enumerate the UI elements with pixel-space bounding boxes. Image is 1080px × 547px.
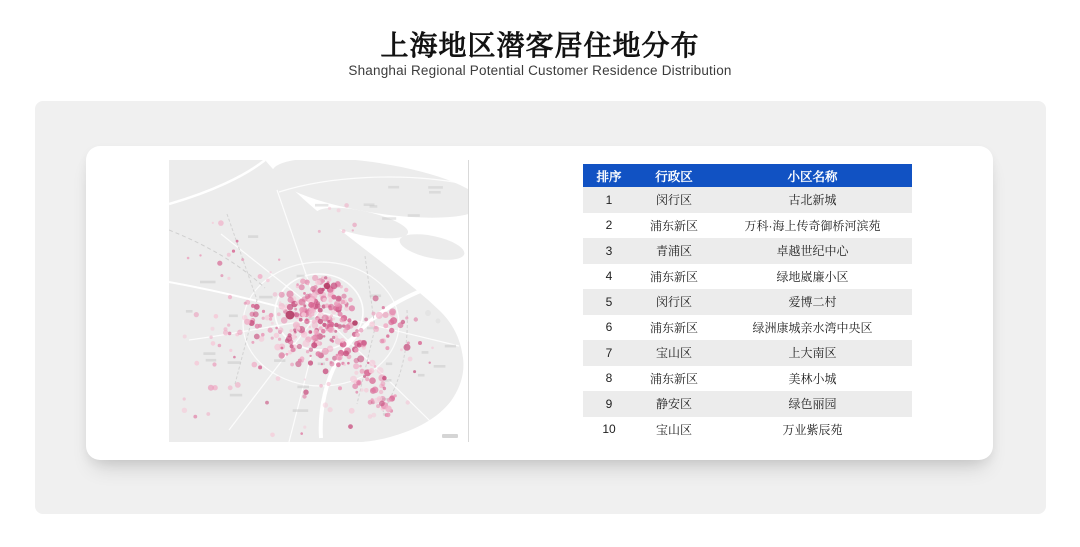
rank-cell: 7 <box>605 345 613 360</box>
community-cell: 上大南区 <box>788 346 837 361</box>
rank-cell: 5 <box>605 294 613 309</box>
col-header-community: 小区名称 <box>787 169 838 184</box>
table-row <box>583 340 912 366</box>
district-cell: 浦东新区 <box>649 269 698 284</box>
rank-cell: 9 <box>605 396 613 411</box>
community-cell: 万业紫辰苑 <box>782 422 843 437</box>
community-cell: 古北新城 <box>788 193 837 208</box>
district-cell: 浦东新区 <box>649 371 698 386</box>
map-svg <box>169 160 468 442</box>
community-cell: 绿色丽园 <box>788 397 837 412</box>
district-cell: 宝山区 <box>655 346 692 361</box>
col-header-rank: 排序 <box>596 169 622 184</box>
community-cell: 绿地崴廉小区 <box>776 269 849 284</box>
rank-cell: 2 <box>605 218 613 233</box>
district-cell: 青浦区 <box>655 244 692 259</box>
map-islet <box>436 319 441 324</box>
table-row <box>583 315 912 341</box>
content-card <box>86 146 993 460</box>
ranking-table <box>583 164 912 442</box>
district-cell: 闵行区 <box>655 295 692 310</box>
table-row <box>583 391 912 417</box>
community-cell: 万科·海上传奇御桥河滨苑 <box>744 218 881 233</box>
page-subtitle: Shanghai Regional Potential Customer Residence Distribution <box>348 63 732 78</box>
table-row <box>583 366 912 392</box>
community-cell: 绿洲康城亲水湾中央区 <box>752 320 873 335</box>
district-cell: 浦东新区 <box>649 218 698 233</box>
district-cell: 闵行区 <box>655 193 692 208</box>
rank-cell: 3 <box>605 243 613 258</box>
community-cell: 卓越世纪中心 <box>776 244 849 259</box>
district-cell: 静安区 <box>655 397 692 412</box>
table-row <box>583 187 912 213</box>
community-cell: 爱博二村 <box>788 295 837 310</box>
table-body <box>583 187 912 442</box>
table-row <box>583 417 912 443</box>
table-header <box>583 164 912 187</box>
shanghai-map <box>169 160 469 442</box>
col-header-district: 行政区 <box>655 169 693 184</box>
map-watermark <box>442 434 458 438</box>
table-row <box>583 213 912 239</box>
rank-cell: 1 <box>605 192 613 207</box>
district-cell: 浦东新区 <box>649 320 698 335</box>
table-row <box>583 238 912 264</box>
table-row <box>583 264 912 290</box>
district-cell: 宝山区 <box>655 422 692 437</box>
rank-cell: 8 <box>605 371 613 386</box>
rank-cell: 4 <box>605 269 613 284</box>
table-row <box>583 289 912 315</box>
map-islet <box>425 310 431 316</box>
community-cell: 美林小城 <box>788 371 837 386</box>
rank-cell: 6 <box>605 320 613 335</box>
page-title: 上海地区潜客居住地分布 <box>380 30 700 61</box>
rank-cell: 10 <box>602 422 616 437</box>
